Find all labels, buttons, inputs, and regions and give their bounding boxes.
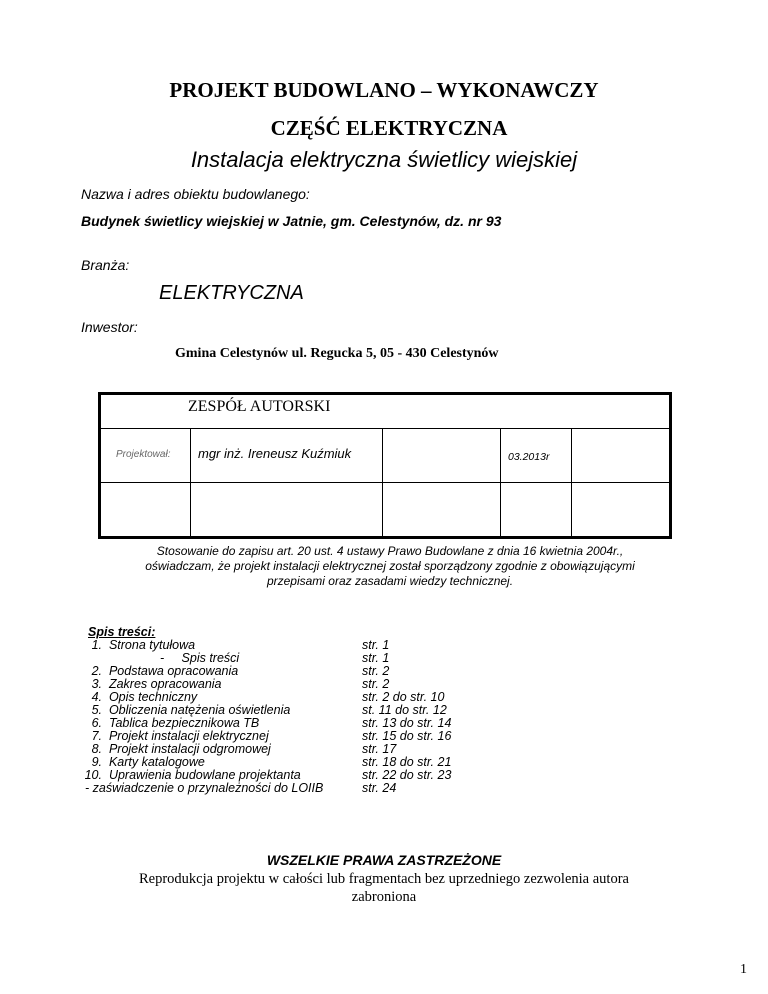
toc-item: 1. Strona tytułowa <box>91 638 196 652</box>
toc-item: 3. Zakres opracowania <box>91 677 222 691</box>
toc-item-pages: str. 15 do str. 16 <box>362 729 452 743</box>
toc-item: 7. Projekt instalacji elektrycznej <box>91 729 269 743</box>
designer-name: mgr inż. Ireneusz Kuźmiuk <box>198 446 352 461</box>
object-label: Nazwa i adres obiektu budowlanego: <box>81 186 310 202</box>
toc-item: 6. Tablica bezpiecznikowa TB <box>91 716 260 730</box>
toc-item-pages: st. 11 do str. 12 <box>362 703 447 717</box>
investor-value: Gmina Celestynów ul. Regucka 5, 05 - 430 Celestynów <box>175 346 499 361</box>
toc-item-pages: str. 1 <box>362 638 390 652</box>
author-team-table <box>98 392 672 539</box>
toc-item: 4. Opis techniczny <box>91 690 198 704</box>
team-table-divider <box>190 429 191 536</box>
designer-role-label: Projektował: <box>116 449 171 460</box>
toc-item: 2. Podstawa opracowania <box>91 664 239 678</box>
toc-heading: Spis treści: <box>88 625 156 639</box>
toc-item: - zaświadczenie o przynależności do LOIIB <box>85 781 324 795</box>
toc-item-pages: str. 2 do str. 10 <box>362 690 445 704</box>
toc-item-pages: str. 2 <box>362 664 390 678</box>
toc-item-pages: str. 1 <box>362 651 390 665</box>
object-value: Budynek świetlicy wiejskiej w Jatnie, gm. Celestynów, dz. nr 93 <box>81 213 502 229</box>
page-number: 1 <box>740 962 747 977</box>
branch-label: Branża: <box>81 257 130 273</box>
toc-item-pages: str. 2 <box>362 677 390 691</box>
toc-item: - Spis treści <box>160 651 240 665</box>
toc-item-pages: str. 17 <box>362 742 397 756</box>
document-section-title: CZĘŚĆ ELEKTRYCZNA <box>270 116 508 140</box>
toc-item-pages: str. 22 do str. 23 <box>362 768 452 782</box>
toc-item: 8. Projekt instalacji odgromowej <box>91 742 271 756</box>
reproduction-notice: Reprodukcja projektu w całości lub fragmentach bez uprzedniego zezwolenia autora zabroniona <box>139 871 629 905</box>
toc-item-pages: str. 24 <box>362 781 397 795</box>
team-table-divider <box>101 428 669 429</box>
author-team-title: ZESPÓŁ AUTORSKI <box>188 398 331 415</box>
toc-item-pages: str. 13 do str. 14 <box>362 716 452 730</box>
investor-label: Inwestor: <box>81 319 138 335</box>
rights-reserved-heading: WSZELKIE PRAWA ZASTRZEŻONE <box>266 852 502 868</box>
team-table-divider <box>101 482 669 483</box>
document-subtitle: Instalacja elektryczna świetlicy wiejskiej <box>190 147 578 172</box>
team-table-divider <box>382 429 383 536</box>
document-title: PROJEKT BUDOWLANO – WYKONAWCZY <box>169 78 599 102</box>
toc-item: 5. Obliczenia natężenia oświetlenia <box>91 703 291 717</box>
team-table-divider <box>571 429 572 536</box>
toc-item: 9. Karty katalogowe <box>91 755 205 769</box>
toc-item-pages: str. 18 do str. 21 <box>362 755 452 769</box>
compliance-statement: Stosowanie do zapisu art. 20 ust. 4 ustawy Prawo Budowlane z dnia 16 kwietnia 2004r., oświadczam, że projekt instalacji elektrycznej został sporządzony zgodnie z obowiązującymi przepisami oraz zasadami wiedzy technicznej. <box>145 544 635 588</box>
team-table-divider <box>500 429 501 536</box>
design-date: 03.2013r <box>508 451 550 463</box>
toc-item: 10. Uprawienia budowlane projektanta <box>84 768 301 782</box>
branch-value: ELEKTRYCZNA <box>159 282 304 304</box>
